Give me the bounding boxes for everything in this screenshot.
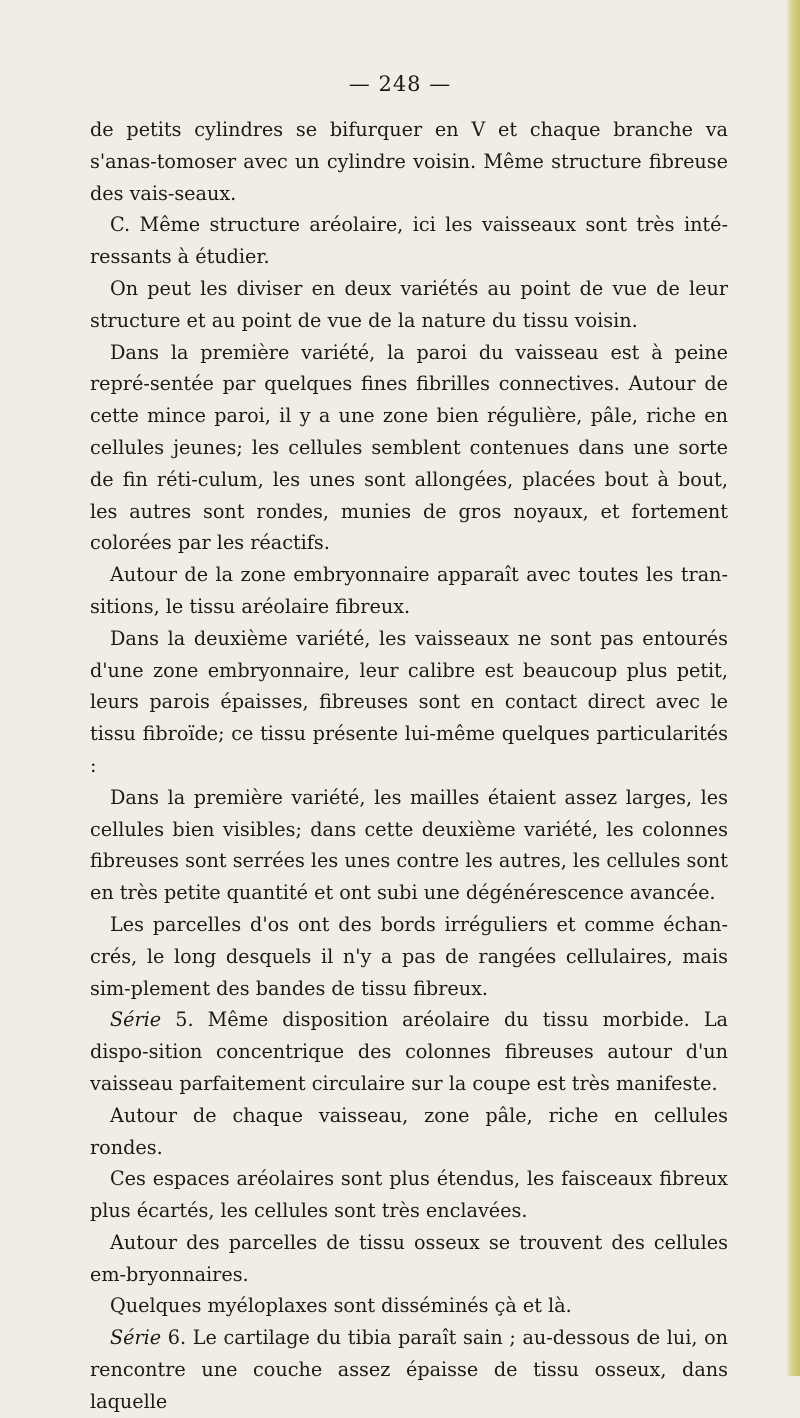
paragraph-14 xyxy=(90,1322,728,1417)
paragraph-13 xyxy=(90,1290,728,1322)
paragraph-text: Quelques myéloplaxes sont disséminés çà et là. xyxy=(110,1294,572,1318)
paragraph-text: On peut les diviser en deux variétés au point de vue de leur structure et au point de vue de la nature du tissu voisin. xyxy=(90,276,728,332)
paragraph-12 xyxy=(90,1227,728,1291)
paragraph-9 xyxy=(90,1004,728,1099)
paragraph-text: Autour des parcelles de tissu osseux se trouvent des cellules em-bryonnaires. xyxy=(90,1230,728,1286)
paragraph-text: Autour de la zone embryonnaire apparaît avec toutes les tran-sitions, le tissu aréolaire fibreux. xyxy=(90,563,728,618)
paragraph-10 xyxy=(90,1100,728,1164)
paragraph-text: Dans la première variété, les mailles étaient assez larges, les cellules bien visibles; dans cette deuxième variété, les colonnes fibreuses sont serrées les unes contre les autres, les cellules sont en très petite quantité et ont subi une dégénérescence avancée. xyxy=(90,785,728,905)
paragraph-text: 5. Même disposition aréolaire du tissu morbide. La dispo-sition concentrique des colonnes fibreuses autour d'un vaisseau parfaitement circulaire sur la coupe est très manifeste. xyxy=(90,1008,728,1095)
paragraph-text: Dans la deuxième variété, les vaisseaux ne sont pas entourés d'une zone embryonnaire, leur calibre est beaucoup plus petit, leurs parois épaisses, fibreuses sont en contact direct avec le tissu fibroïde; ce tissu présente lui-même quelques particularités : xyxy=(90,626,728,777)
paragraph-6 xyxy=(90,623,728,782)
series-label: Série xyxy=(110,1326,162,1350)
paragraph-4 xyxy=(90,337,728,560)
series-label: Série xyxy=(110,1008,162,1032)
paragraph-text: Les parcelles d'os ont des bords irréguliers et comme échan-crés, le long desquels il n'y a pas de rangées cellulaires, mais sim-plement des bandes de tissu fibreux. xyxy=(90,912,728,1000)
paragraph-text: de petits cylindres se bifurquer en V et chaque branche va s'anas-tomoser avec un cylindre voisin. Même structure fibreuse des vais-seaux. xyxy=(90,118,728,205)
paragraph-text: Dans la première variété, la paroi du vaisseau est à peine repré-sentée par quelques fines fibrilles connectives. Autour de cette mince paroi, il y a une zone bien régulière, pâle, riche en cellules jeunes; les cellules semblent contenues dans une sorte de fin réti-culum, les unes sont allongées, placées bout à bout, les autres sont rondes, munies de gros noyaux, et fortement colorées par les réactifs. xyxy=(90,340,728,555)
paragraph-7 xyxy=(90,782,728,909)
paragraph-2 xyxy=(90,209,728,273)
paragraph-8 xyxy=(90,909,728,1004)
paragraph-text: Ces espaces aréolaires sont plus étendus, les faisceaux fibreux plus écartés, les cellules sont très enclavées. xyxy=(90,1167,728,1223)
paragraph-1 xyxy=(90,114,728,209)
paragraph-text: C. Même structure aréolaire, ici les vaisseaux sont très inté-ressants à étudier. xyxy=(90,213,728,269)
paragraph-11 xyxy=(90,1163,728,1227)
page-edge-stain xyxy=(786,0,800,1376)
paragraph-5 xyxy=(90,559,728,623)
page-number: — 248 — xyxy=(348,72,452,96)
paragraph-3 xyxy=(90,273,728,337)
body-text xyxy=(90,114,728,1418)
paragraph-text: Autour de chaque vaisseau, zone pâle, riche en cellules rondes. xyxy=(90,1103,728,1159)
paragraph-text: 6. Le cartilage du tibia paraît sain ; au-dessous de lui, on rencontre une couche assez épaisse de tissu osseux, dans laquelle xyxy=(90,1326,728,1413)
